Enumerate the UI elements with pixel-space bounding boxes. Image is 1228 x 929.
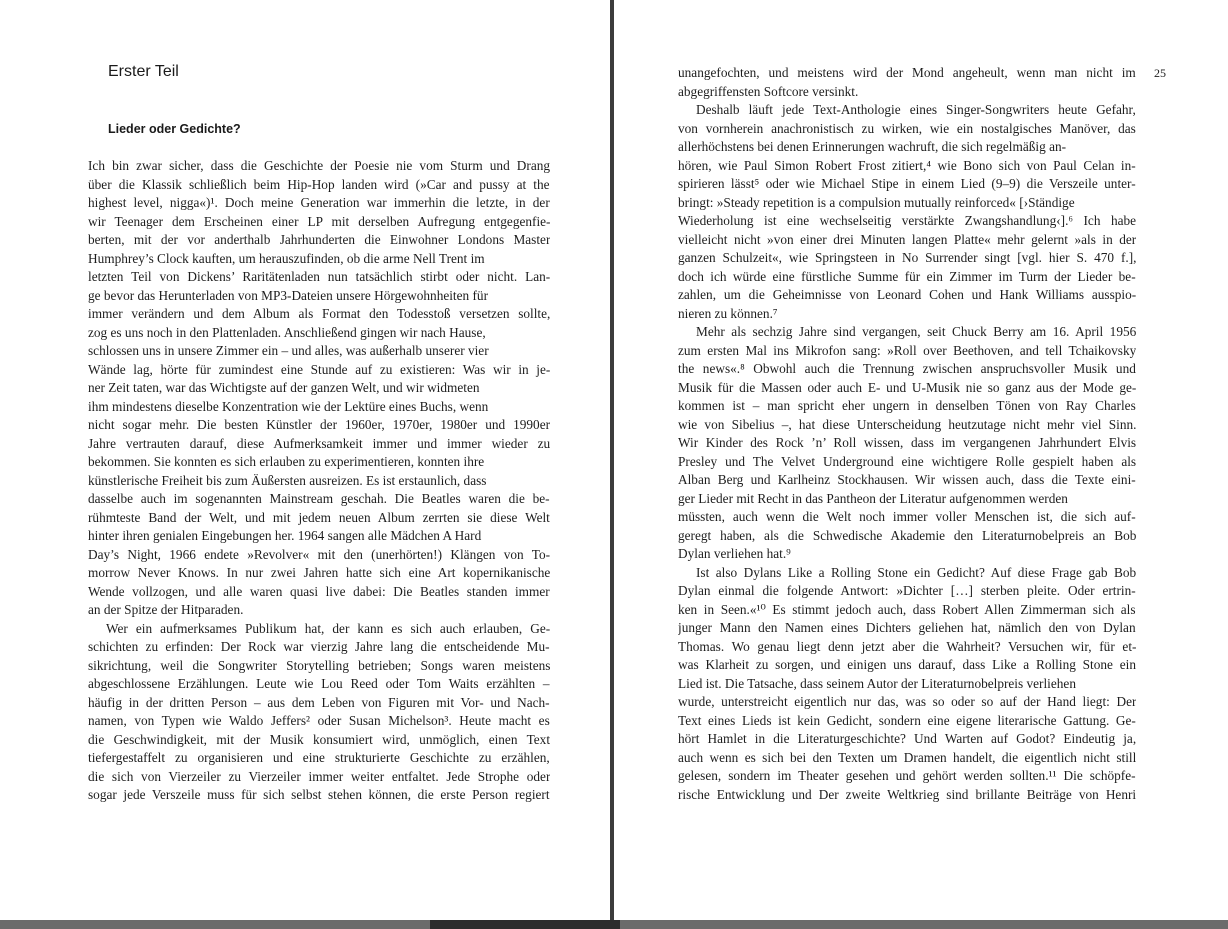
text-line: schichten zu erfinden: Der Rock war vierzig Jahre lang die entscheidende Mu- <box>88 639 550 654</box>
text-line: von vornherein anachronistisch zu wirken, wie ein nostalgisches Manöver, das <box>678 120 1136 136</box>
text-line: schlossen uns in unsere Zimmer ein – und alles, was außerhalb unserer vier <box>88 343 489 358</box>
text-line: nicht sogar mehr. Die besten Künstler der 1960er, 1970er, 1980er und 1990er <box>88 417 550 432</box>
text-line: über die Klassik schließlich beim Hip-Hop landen wird (»Car and pussy at the <box>88 176 550 192</box>
text-line: Lied ist. Die Tatsache, dass seinem Autor der Literaturnobelpreis verliehen <box>678 675 1076 691</box>
text-line: wurde, unterstreicht eigentlich nur das, was so oder so auf der Hand liegt: Der <box>678 694 1136 709</box>
text-line: immer verändern und dem Album als Format den Todesstoß versetzen sollte, <box>88 306 550 321</box>
text-line: namen, von Typen wie Waldo Jeffers² oder Susan Michelson³. Heute macht es <box>88 713 550 728</box>
text-line: rühmteste Band der Welt, und mit jedem neuen Album zerrten sie diese Welt <box>88 509 550 525</box>
text-line: wie von Sibelius –, hat diese Unterscheidung heutzutage nicht mehr viel Sinn. <box>678 416 1136 432</box>
text-line: Dylan einmal die folgende Antwort: »Dichter […] sterben pleite. Oder ertrin- <box>678 583 1136 598</box>
text-line: was Klarheit zu sorgen, und einigen uns darauf, dass Like a Rolling Stone ein <box>678 657 1136 672</box>
section-title: Lieder oder Gedichte? <box>108 122 241 136</box>
text-line: Presley und The Velvet Underground eine wichtigere Rolle gespielt haben als <box>678 453 1136 469</box>
viewer-scrollbar[interactable] <box>0 920 1228 929</box>
text-line: häufig in der dritten Person – aus dem Leben von Figuren mit Vor- und Nach- <box>88 694 550 710</box>
text-line: abgeschlossene Erzählungen. Leute wie Lou Reed oder Tom Waits erzählten – <box>88 676 550 691</box>
scrollbar-thumb[interactable] <box>430 920 620 929</box>
text-line: Alban Berg und Karlheinz Stockhausen. Wir wissen auch, dass die Texte eini- <box>678 472 1136 487</box>
text-line: rische Entwicklung und Der zweite Weltkrieg sind brillante Beiträge von Henri <box>678 786 1136 802</box>
text-line: ge bevor das Herunterladen von MP3-Dateien unsere Hörgewohnheiten für <box>88 287 489 303</box>
text-line: Day’s Night, 1966 endete »Revolver« mit den (unerhörten!) Klängen von To- <box>88 546 550 562</box>
text-line: spirieren lässt⁵ oder wie Michael Stipe in einem Lied (9–9) die Verszeile unter- <box>678 176 1136 191</box>
text-line: sogar jede Verszeile muss für sich selbst stehen können, die erste Person regiert <box>88 787 550 802</box>
text-line: tiefergestaffelt zu organisieren und eine strukturierte Geschichte zu erzählen, <box>88 750 550 765</box>
text-line: nieren zu können.⁷ <box>678 305 778 321</box>
text-line: die sich von Vierzeiler zu Vierzeiler immer weiter entfaltet. Jede Strophe oder <box>88 768 550 784</box>
text-line: Wende vollzogen, und alle waren quasi live dabei: Die Beatles standen immer <box>88 583 550 599</box>
text-line: Ich bin zwar sicher, dass die Geschichte der Poesie nie vom Sturm und Drang <box>88 158 550 173</box>
text-line: hören, wie Paul Simon Robert Frost zitiert,⁴ wie Bono sich von Paul Celan in- <box>678 157 1136 173</box>
text-line: unangefochten, und meistens wird der Mond angeheult, wenn man nicht im <box>678 65 1136 80</box>
text-line: künstlerische Freiheit bis zum Äußersten ausreizen. Es ist erstaunlich, dass <box>88 472 487 488</box>
text-line: Text eines Lieds ist kein Gedicht, sondern eine eigene literarische Gattung. Ge- <box>678 712 1136 728</box>
text-line: ner Zeit taten, war das Wichtigste auf der ganzen Welt, und wir widmeten <box>88 380 480 395</box>
text-line: Deshalb läuft jede Text-Anthologie eines Singer-Songwriters heute Gefahr, <box>696 102 1136 117</box>
text-line: zahlen, um die Geheimnisse von Leonard Cohen und Hank Williams ausspio- <box>678 287 1136 302</box>
right-page <box>614 0 1228 920</box>
text-line: Wir Kinder des Rock ’n’ Roll wissen, dass im vergangenen Jahrhundert Elvis <box>678 435 1136 450</box>
text-line: letzten Teil von Dickens’ Raritätenladen nun tatsächlich stirbt oder nicht. Lan- <box>88 269 550 284</box>
text-line: Jahre vertrauten darauf, diese Aufmerksamkeit immer und immer wieder zu <box>88 435 550 451</box>
text-line: Musik für die Massen oder auch E- und U-Musik nie so ganz aus der Mode ge- <box>678 379 1136 395</box>
text-line: doch ich würde eine fürstliche Summe für ein Zimmer im Turm der Lieder be- <box>678 268 1136 284</box>
text-line: vielleicht nicht »von einer drei Minuten langen Platte« mehr gelernt »als in der <box>678 231 1136 247</box>
text-line: bringt: »Steady repetition is a compulsion mutually reinforced« [›Ständige <box>678 194 1075 210</box>
text-line: an der Spitze der Hitparaden. <box>88 602 244 617</box>
text-line: ken in Seen.«¹⁰ Es stimmt jedoch auch, dass Robert Allen Zimmerman sich als <box>678 601 1136 617</box>
text-line: abgegriffensten Softcore versinkt. <box>678 83 859 99</box>
text-line: ihm mindestens dieselbe Konzentration wie der Lektüre eines Buchs, wenn <box>88 398 489 414</box>
text-line: Wer ein aufmerksames Publikum hat, der kann es sich auch erlauben, Ge- <box>106 620 550 636</box>
text-line: bekommen. Sie konnten es sich erlauben zu experimentieren, konnten ihre <box>88 454 485 469</box>
text-line: Thomas. Wo genau liegt denn jetzt aber die Wahrheit? Versuchen wir, für et- <box>678 638 1136 654</box>
text-line: highest level, nigga«)¹. Doch meine Generation war immerhin die letzte, in der <box>88 195 550 210</box>
text-line: Dylan verliehen hat.⁹ <box>678 546 791 561</box>
text-line: berten, mit der vor anderthalb Jahrhunderten die Einwohner Londons Master <box>88 232 550 247</box>
text-line: die Geschwindigkeit, mit der Musik konsumiert wird, unmöglich, einen Text <box>88 731 550 747</box>
text-line: gelesen, sondern im Theater gesehen und gehört werden sollten.¹¹ Die schöpfe- <box>678 768 1136 783</box>
text-line: morrow Never Knows. In nur zwei Jahren hatte sich eine Art kopernikanische <box>88 565 550 580</box>
text-line: zum ersten Mal ins Mikrofon sang: »Roll over Beethoven, and tell Tchaikovsky <box>678 342 1136 358</box>
text-line: dasselbe auch im sogenannten Mainstream geschah. Die Beatles waren die be- <box>88 491 550 506</box>
text-line: Wände lag, hörte für zumindest eine Stunde auf zu existieren: Was wir in je- <box>88 361 550 377</box>
text-line: sikrichtung, weil die Songwriter Storytelling betrieben; Songs waren meistens <box>88 657 550 673</box>
text-line: auch wenn es sich bei den Texten um Dramen handelt, die eigentlich nicht still <box>678 749 1136 765</box>
text-line: hinter ihren genialen Eingebungen her. 1964 sangen alle Mädchen A Hard <box>88 528 482 543</box>
right-page-text <box>678 64 1136 804</box>
page-number: 25 <box>1154 66 1166 80</box>
text-line: wir Teenager dem Erscheinen einer LP mit derselben Aufregung entgegenfie- <box>88 213 550 229</box>
text-line: geregt haben, als die Schwedische Akademie den Literaturnobelpreis an Bob <box>678 527 1136 543</box>
left-page-text <box>88 157 550 805</box>
text-line: kommen ist – man spricht eher ungern in denselben Tönen von Ray Charles <box>678 398 1136 413</box>
text-line: ganzen Schulzeit«, wie Springsteen in No Surrender singt [vgl. hier S. 470 f.], <box>678 250 1136 265</box>
chapter-title: Erster Teil <box>108 63 179 80</box>
text-line: the news«.⁸ Obwohl auch die Trennung zwischen anspruchsvoller Musik und <box>678 361 1136 376</box>
text-line: hört Hamlet in die Literaturgeschichte? Und Warten auf Godot? Eindeutig ja, <box>678 731 1136 746</box>
text-line: Wiederholung ist eine wechselseitig verstärkte Zwangshandlung‹].⁶ Ich habe <box>678 213 1136 228</box>
text-line: Ist also Dylans Like a Rolling Stone ein Gedicht? Auf diese Frage gab Bob <box>696 564 1136 580</box>
text-line: ger Lieder mit Recht in das Pantheon der Literatur aufgenommen werden <box>678 490 1068 506</box>
text-line: zog es uns noch in den Plattenladen. Anschließend gingen wir nach Hause, <box>88 324 486 340</box>
text-line: Mehr als sechzig Jahre sind vergangen, seit Chuck Berry am 16. April 1956 <box>696 324 1136 339</box>
left-page <box>0 0 610 920</box>
text-line: allerhöchstens bei denen Erinnerungen wachruft, die sich regelmäßig an- <box>678 139 1067 154</box>
text-line: Humphrey’s Clock kauften, um herauszufinden, ob die arme Nell Trent im <box>88 250 485 266</box>
text-line: müssten, auch wenn die Welt noch immer voller Menschen ist, die sich auf- <box>678 509 1136 524</box>
text-line: junger Mann den Namen eines Dichters geliehen hat, nämlich den von Dylan <box>678 620 1136 635</box>
